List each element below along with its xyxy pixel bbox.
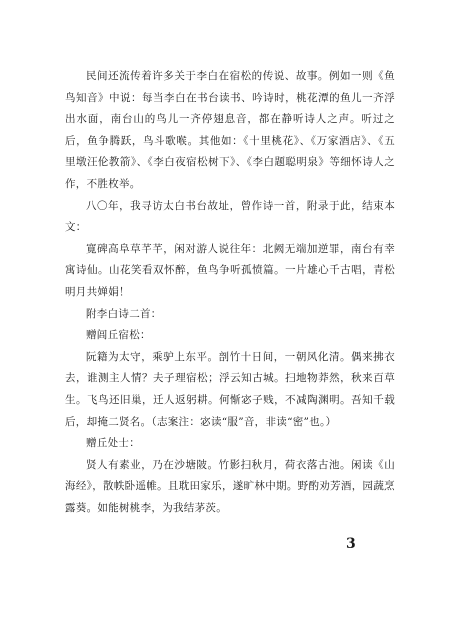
paragraph-folk-legends: 民间还流传着许多关于李白在宿松的传说、故事。例如一则《鱼鸟知音》中说：每当李白在书台读书、吟诗时，桃花潭的鱼儿一齐浮出水面，南台山的鸟儿一齐停翅息音，都在静听诗人之声。听过之后，鱼争腾跃，鸟斗歌喉。其他如：《十里桃花》、《万家酒店》、《五里墩汪伦教箭》、《李白夜宿松树下》、《李白题聪明泉》等细怀诗人之作，不胜枚举。 — [65, 70, 395, 190]
author-poem: 寛碑高阜草芊芊，闲对游人说往年：北阙无端加逆罪，南台有幸寓诗仙。山花笑看双怀醉，鱼鸟争听孤愤篇。一片雄心千古唱，青松明月共婵娟！ — [65, 242, 395, 298]
paragraph-author-poem-intro: 八〇年，我寻访太白书台故址，曾作诗一首，附录于此，结束本文： — [65, 199, 395, 234]
page-number: 3 — [346, 536, 356, 552]
poem-title-1: 赠闾丘宿松： — [86, 329, 151, 342]
body-text — [65, 66, 395, 519]
poem-body-1: 阮籍为太守，乘驴上东平。剖竹十日间，一朝风化清。偶来拂衣去，谁测主人情？夫子理宿松；浮云知古城。扫地物莽然，秋来百草生。飞鸟还旧巢，迁人返躬耕。何惭宓子贱，不减陶渊明。吾知千载后，却掩二贤名。（志案注：宓读“服”音，非读“密”也。） — [65, 350, 395, 428]
poem-body-2: 贤人有素业，乃在沙塘陂。竹影扫秋月，荷衣落古池。闲读《山海经》，散帙卧遥帷。且耽田家乐，遂旷林中期。野酌劝芳酒，园蔬烹露葵。如能树桃李，为我结茅茨。 — [65, 458, 395, 514]
poem-title-2: 赠丘处士： — [86, 437, 140, 450]
appendix-heading: 附李白诗二首： — [86, 307, 162, 320]
